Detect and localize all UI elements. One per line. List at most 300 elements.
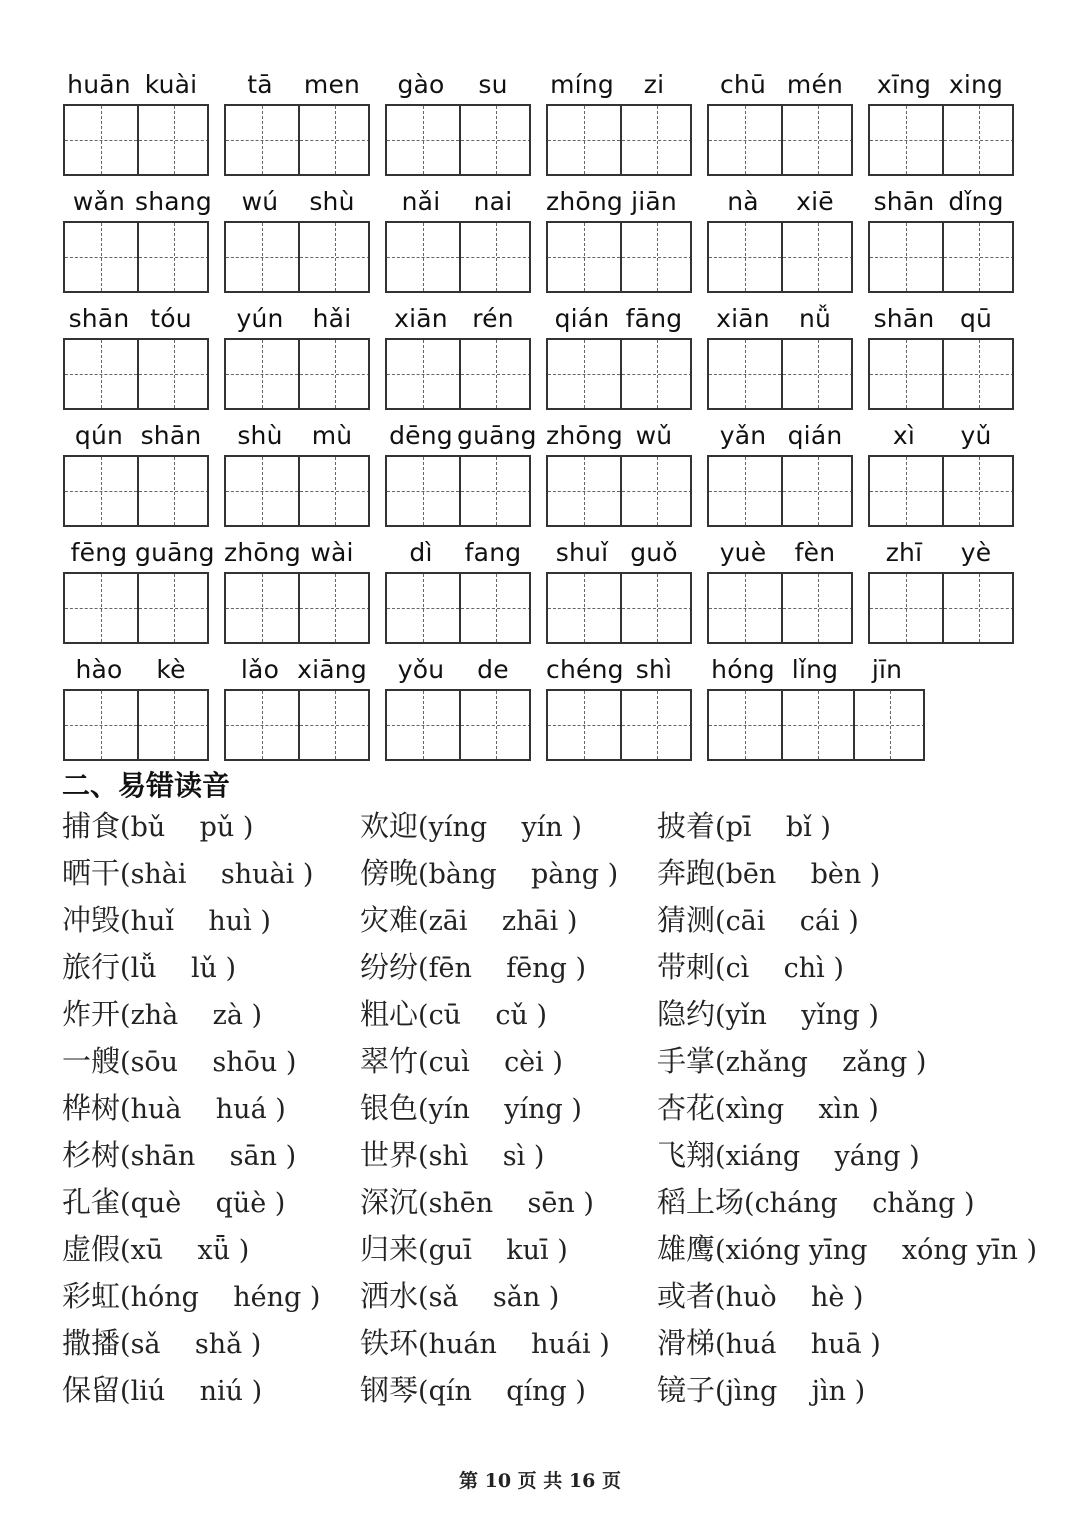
quiz-item: 虚假(xū xǖ ): [62, 1232, 250, 1266]
writing-square: [459, 106, 531, 174]
option-a[interactable]: pī: [725, 812, 752, 843]
writing-box[interactable]: [385, 221, 531, 293]
writing-box[interactable]: [63, 689, 209, 761]
guide-line-horizontal: [461, 257, 531, 258]
pinyin-syllable: shù: [237, 421, 283, 450]
pinyin-syllable: kuài: [144, 70, 198, 99]
pinyin-syllable: de: [477, 655, 509, 684]
pinyin-syllable: yún: [236, 304, 284, 333]
option-a[interactable]: shān: [130, 1141, 196, 1172]
writing-square: [942, 340, 1014, 408]
pinyin-syllable: nà: [727, 187, 759, 216]
quiz-item: 捕食(bǔ pǔ ): [62, 809, 254, 843]
pinyin-syllable: hǎi: [312, 304, 352, 333]
option-a[interactable]: shì: [428, 1141, 469, 1172]
writing-square: [620, 106, 692, 174]
guide-line-horizontal: [65, 491, 137, 492]
option-b[interactable]: shuài: [220, 859, 295, 890]
pinyin-syllable: hóng: [711, 655, 775, 684]
option-b[interactable]: shōu: [212, 1047, 278, 1078]
option-b[interactable]: chǎng: [872, 1188, 956, 1219]
option-a[interactable]: xióng yīng: [725, 1235, 868, 1266]
option-a[interactable]: sōu: [130, 1047, 179, 1078]
pinyin-syllable: shù: [309, 187, 355, 216]
quiz-word: 稻上场: [657, 1185, 745, 1219]
guide-line-horizontal: [139, 374, 209, 375]
writing-box[interactable]: [546, 689, 692, 761]
guide-line-horizontal: [855, 725, 925, 726]
quiz-word: 手掌: [657, 1044, 716, 1078]
writing-square: [137, 691, 209, 759]
option-b[interactable]: sǎn: [492, 1282, 541, 1313]
option-a[interactable]: xìng: [725, 1094, 785, 1125]
writing-square: [459, 574, 531, 642]
quiz-word: 冲毁: [62, 903, 121, 937]
option-a[interactable]: qín: [428, 1376, 472, 1407]
writing-box[interactable]: [868, 221, 1014, 293]
pinyin-syllable: lǐng: [791, 655, 839, 684]
option-b[interactable]: zà: [212, 1000, 243, 1031]
pinyin-syllable: shān: [873, 304, 935, 333]
quiz-item: 晒干(shài shuài ): [62, 856, 314, 890]
quiz-item: 钢琴(qín qíng ): [360, 1373, 586, 1407]
writing-box[interactable]: [546, 572, 692, 644]
guide-line-horizontal: [300, 491, 370, 492]
option-a[interactable]: huán: [428, 1329, 497, 1360]
quiz-item: 银色(yín yíng ): [360, 1091, 582, 1125]
option-b[interactable]: jìn: [811, 1376, 846, 1407]
quiz-word: 炸开: [62, 997, 121, 1031]
guide-line-horizontal: [387, 725, 459, 726]
guide-line-horizontal: [944, 257, 1014, 258]
option-b[interactable]: yín: [521, 812, 563, 843]
writing-square: [298, 340, 370, 408]
writing-box[interactable]: [63, 104, 209, 176]
writing-box[interactable]: [63, 572, 209, 644]
quiz-word: 彩虹: [62, 1279, 121, 1313]
option-b[interactable]: huá: [215, 1094, 267, 1125]
writing-square: [781, 106, 853, 174]
pinyin-syllable: tā: [247, 70, 273, 99]
guide-line-horizontal: [65, 608, 137, 609]
option-b[interactable]: héng: [233, 1282, 302, 1313]
writing-box[interactable]: [63, 221, 209, 293]
option-a[interactable]: bǔ: [130, 812, 166, 843]
pinyin-syllable: xiān: [394, 304, 448, 333]
option-b[interactable]: fēng: [506, 953, 567, 984]
writing-square: [870, 574, 942, 642]
quiz-word: 捕食: [62, 809, 121, 843]
quiz-item: 杏花(xìng xìn ): [657, 1091, 879, 1125]
pinyin-syllable: nǚ: [798, 304, 832, 333]
writing-square: [65, 691, 137, 759]
quiz-word: 撒播: [62, 1326, 121, 1360]
pinyin-syllable: dǐng: [948, 187, 1004, 216]
guide-line-horizontal: [300, 725, 370, 726]
guide-line-horizontal: [139, 257, 209, 258]
option-b[interactable]: qíng: [506, 1376, 567, 1407]
quiz-item: 披着(pī bǐ ): [657, 809, 831, 843]
option-b[interactable]: lǔ: [190, 953, 217, 984]
pinyin-syllable: nai: [473, 187, 513, 216]
option-b[interactable]: sēn: [527, 1188, 575, 1219]
writing-square: [781, 574, 853, 642]
writing-square: [548, 691, 620, 759]
guide-line-horizontal: [387, 140, 459, 141]
writing-box[interactable]: [868, 104, 1014, 176]
writing-square: [226, 691, 298, 759]
writing-box[interactable]: [385, 104, 531, 176]
writing-box[interactable]: [385, 455, 531, 527]
pinyin-syllable: xīng: [876, 70, 932, 99]
option-b[interactable]: zhāi: [501, 906, 559, 937]
option-a[interactable]: sǎ: [130, 1329, 161, 1360]
pinyin-syllable: men: [303, 70, 361, 99]
option-b[interactable]: shǎ: [194, 1329, 243, 1360]
quiz-item: 深沉(shēn sēn ): [360, 1185, 594, 1219]
quiz-item: 飞翔(xiáng yáng ): [657, 1138, 920, 1172]
writing-square: [620, 340, 692, 408]
quiz-item: 铁环(huán huái ): [360, 1326, 610, 1360]
option-a[interactable]: xū: [130, 1235, 164, 1266]
option-b[interactable]: cái: [799, 906, 840, 937]
quiz-item: 欢迎(yíng yín ): [360, 809, 582, 843]
option-b[interactable]: yáng: [834, 1141, 901, 1172]
pinyin-syllable: jīn: [871, 655, 903, 684]
writing-square: [65, 574, 137, 642]
pinyin-syllable: fang: [464, 538, 522, 567]
writing-box[interactable]: [385, 572, 531, 644]
writing-square: [387, 691, 459, 759]
option-a[interactable]: què: [130, 1188, 182, 1219]
guide-line-horizontal: [709, 374, 781, 375]
writing-box[interactable]: [224, 104, 370, 176]
writing-box[interactable]: [224, 572, 370, 644]
option-b[interactable]: xóng yīn: [901, 1235, 1018, 1266]
writing-square: [709, 574, 781, 642]
option-a[interactable]: jìng: [725, 1376, 778, 1407]
quiz-word: 奔跑: [657, 856, 716, 890]
option-a[interactable]: cháng: [754, 1188, 838, 1219]
quiz-item: 纷纷(fēn fēng ): [360, 950, 587, 984]
guide-line-horizontal: [300, 374, 370, 375]
guide-line-horizontal: [783, 374, 853, 375]
writing-square: [942, 457, 1014, 525]
option-b[interactable]: bǐ: [785, 812, 812, 843]
quiz-item: 隐约(yǐn yǐng ): [657, 997, 879, 1031]
writing-box[interactable]: [707, 338, 853, 410]
option-b[interactable]: yíng: [504, 1094, 563, 1125]
option-a[interactable]: yíng: [428, 812, 488, 843]
quiz-item: 彩虹(hóng héng ): [62, 1279, 321, 1313]
guide-line-horizontal: [622, 608, 692, 609]
option-b[interactable]: chì: [783, 953, 825, 984]
option-a[interactable]: bēn: [725, 859, 777, 890]
guide-line-horizontal: [709, 257, 781, 258]
writing-square: [620, 457, 692, 525]
quiz-item: 稻上场(cháng chǎng ): [657, 1185, 975, 1219]
writing-box[interactable]: [224, 338, 370, 410]
option-b[interactable]: niú: [199, 1376, 243, 1407]
option-a[interactable]: xiáng: [725, 1141, 801, 1172]
writing-square: [942, 223, 1014, 291]
guide-line-horizontal: [226, 374, 298, 375]
pinyin-syllable: qián: [787, 421, 843, 450]
pinyin-syllable: shuǐ: [555, 538, 609, 567]
writing-square: [226, 340, 298, 408]
guide-line-horizontal: [139, 491, 209, 492]
pinyin-syllable: fāng: [625, 304, 683, 333]
guide-line-horizontal: [870, 491, 942, 492]
quiz-word: 猜测: [657, 903, 716, 937]
option-b[interactable]: pǔ: [199, 812, 235, 843]
pinyin-syllable: zhōng: [546, 187, 623, 216]
guide-line-horizontal: [709, 491, 781, 492]
writing-square: [226, 223, 298, 291]
option-a[interactable]: cū: [428, 1000, 462, 1031]
guide-line-horizontal: [300, 608, 370, 609]
quiz-word: 钢琴: [360, 1373, 419, 1407]
writing-square: [387, 574, 459, 642]
option-a[interactable]: hóng: [130, 1282, 199, 1313]
pinyin-syllable: wú: [241, 187, 279, 216]
pinyin-syllable: xiē: [796, 187, 834, 216]
pinyin-syllable: xing: [948, 70, 1004, 99]
writing-box[interactable]: [707, 689, 925, 761]
option-b[interactable]: huái: [531, 1329, 591, 1360]
guide-line-horizontal: [548, 608, 620, 609]
guide-line-horizontal: [944, 140, 1014, 141]
writing-box[interactable]: [707, 221, 853, 293]
pinyin-syllable: shān: [873, 187, 935, 216]
pinyin-syllable: qián: [554, 304, 610, 333]
quiz-word: 世界: [360, 1138, 419, 1172]
guide-line-horizontal: [709, 608, 781, 609]
pinyin-syllable: gào: [397, 70, 445, 99]
guide-line-horizontal: [139, 608, 209, 609]
option-b[interactable]: pàng: [530, 859, 600, 890]
quiz-word: 铁环: [360, 1326, 419, 1360]
option-b[interactable]: hè: [810, 1282, 845, 1313]
pinyin-syllable: hào: [75, 655, 123, 684]
quiz-item: 撒播(sǎ shǎ ): [62, 1326, 262, 1360]
option-b[interactable]: zǎng: [842, 1047, 908, 1078]
pinyin-syllable: qū: [959, 304, 993, 333]
quiz-item: 手掌(zhǎng zǎng ): [657, 1044, 927, 1078]
option-a[interactable]: bàng: [428, 859, 497, 890]
option-b[interactable]: qüè: [215, 1188, 267, 1219]
guide-line-horizontal: [226, 140, 298, 141]
quiz-item: 或者(huò hè ): [657, 1279, 864, 1313]
quiz-word: 保留: [62, 1373, 121, 1407]
writing-box[interactable]: [546, 221, 692, 293]
guide-line-horizontal: [461, 725, 531, 726]
quiz-word: 深沉: [360, 1185, 419, 1219]
pinyin-syllable: fēng: [70, 538, 128, 567]
option-b[interactable]: sān: [229, 1141, 277, 1172]
quiz-word: 归来: [360, 1232, 419, 1266]
pinyin-syllable: dì: [409, 538, 433, 567]
writing-box[interactable]: [224, 221, 370, 293]
option-a[interactable]: shài: [130, 859, 187, 890]
quiz-item: 雄鹰(xióng yīng xóng yīn ): [657, 1232, 1037, 1266]
guide-line-horizontal: [300, 140, 370, 141]
quiz-word: 滑梯: [657, 1326, 716, 1360]
pinyin-syllable: xiāng: [297, 655, 367, 684]
writing-box[interactable]: [546, 455, 692, 527]
option-b[interactable]: xìn: [818, 1094, 860, 1125]
option-b[interactable]: xǖ: [197, 1235, 231, 1266]
pinyin-syllable: tóu: [150, 304, 192, 333]
writing-square: [137, 457, 209, 525]
option-a[interactable]: shēn: [428, 1188, 494, 1219]
guide-line-horizontal: [709, 140, 781, 141]
writing-box[interactable]: [707, 104, 853, 176]
guide-line-horizontal: [65, 374, 137, 375]
option-a[interactable]: cuì: [428, 1047, 470, 1078]
guide-line-horizontal: [783, 608, 853, 609]
pinyin-syllable: zhī: [885, 538, 923, 567]
writing-square: [781, 340, 853, 408]
option-a[interactable]: huá: [725, 1329, 777, 1360]
guide-line-horizontal: [226, 725, 298, 726]
guide-line-horizontal: [548, 140, 620, 141]
writing-square: [65, 340, 137, 408]
quiz-word: 银色: [360, 1091, 419, 1125]
option-a[interactable]: cāi: [725, 906, 766, 937]
writing-square: [853, 691, 925, 759]
pinyin-syllable: nǎi: [401, 187, 441, 216]
option-a[interactable]: zhà: [130, 1000, 179, 1031]
quiz-word: 灾难: [360, 903, 419, 937]
option-a[interactable]: cì: [725, 953, 750, 984]
guide-line-horizontal: [783, 257, 853, 258]
writing-box[interactable]: [546, 104, 692, 176]
writing-box[interactable]: [385, 689, 531, 761]
option-b[interactable]: sì: [502, 1141, 526, 1172]
guide-line-horizontal: [622, 140, 692, 141]
pinyin-syllable: yè: [960, 538, 992, 567]
option-b[interactable]: huì: [208, 906, 252, 937]
writing-square: [298, 223, 370, 291]
writing-box[interactable]: [707, 455, 853, 527]
quiz-word: 镜子: [657, 1373, 716, 1407]
option-b[interactable]: huā: [810, 1329, 862, 1360]
option-b[interactable]: kuī: [506, 1235, 549, 1266]
guide-line-horizontal: [226, 491, 298, 492]
option-a[interactable]: yǐn: [725, 1000, 767, 1031]
writing-square: [459, 457, 531, 525]
pinyin-syllable: wài: [310, 538, 354, 567]
section-title: 二、易错读音: [62, 769, 231, 802]
option-b[interactable]: yǐng: [801, 1000, 860, 1031]
writing-box[interactable]: [546, 338, 692, 410]
writing-square: [298, 106, 370, 174]
writing-square: [137, 106, 209, 174]
quiz-word: 旅行: [62, 950, 121, 984]
quiz-word: 杏花: [657, 1091, 716, 1125]
pinyin-syllable: chū: [719, 70, 767, 99]
option-a[interactable]: guī: [428, 1235, 472, 1266]
writing-square: [781, 223, 853, 291]
writing-box[interactable]: [224, 455, 370, 527]
option-b[interactable]: cǔ: [495, 1000, 528, 1031]
writing-square: [137, 223, 209, 291]
option-a[interactable]: fēn: [428, 953, 472, 984]
quiz-item: 一艘(sōu shōu ): [62, 1044, 297, 1078]
writing-square: [137, 574, 209, 642]
option-b[interactable]: bèn: [810, 859, 862, 890]
writing-square: [137, 340, 209, 408]
guide-line-horizontal: [387, 608, 459, 609]
option-a[interactable]: yín: [428, 1094, 470, 1125]
option-a[interactable]: liú: [130, 1376, 166, 1407]
guide-line-horizontal: [944, 491, 1014, 492]
option-a[interactable]: huò: [725, 1282, 777, 1313]
quiz-word: 虚假: [62, 1232, 121, 1266]
pinyin-syllable: shang: [135, 187, 212, 216]
writing-square: [781, 691, 853, 759]
pinyin-syllable: mù: [311, 421, 353, 450]
writing-box[interactable]: [868, 338, 1014, 410]
option-a[interactable]: zhǎng: [725, 1047, 808, 1078]
quiz-item: 带刺(cì chì ): [657, 950, 844, 984]
option-a[interactable]: zāi: [428, 906, 468, 937]
writing-box[interactable]: [63, 338, 209, 410]
guide-line-horizontal: [226, 608, 298, 609]
pinyin-syllable: chéng: [546, 655, 624, 684]
option-a[interactable]: lǚ: [130, 953, 157, 984]
quiz-item: 旅行(lǚ lǔ ): [62, 950, 237, 984]
guide-line-horizontal: [783, 140, 853, 141]
guide-line-horizontal: [870, 257, 942, 258]
pinyin-syllable: mén: [786, 70, 844, 99]
writing-square: [226, 574, 298, 642]
option-a[interactable]: huà: [130, 1094, 182, 1125]
writing-square: [942, 106, 1014, 174]
quiz-word: 带刺: [657, 950, 716, 984]
option-a[interactable]: sǎ: [428, 1282, 459, 1313]
pinyin-syllable: yǔ: [960, 421, 992, 450]
pinyin-syllable: huān: [67, 70, 131, 99]
pinyin-syllable: zhōng: [546, 421, 623, 450]
quiz-item: 翠竹(cuì cèi ): [360, 1044, 563, 1078]
writing-box[interactable]: [868, 455, 1014, 527]
pinyin-syllable: yǎn: [719, 421, 767, 450]
option-b[interactable]: cèi: [504, 1047, 544, 1078]
option-a[interactable]: huǐ: [130, 906, 174, 937]
guide-line-horizontal: [622, 491, 692, 492]
quiz-item: 奔跑(bēn bèn ): [657, 856, 881, 890]
writing-box[interactable]: [63, 455, 209, 527]
pinyin-syllable: xì: [892, 421, 916, 450]
guide-line-horizontal: [622, 374, 692, 375]
quiz-item: 冲毁(huǐ huì ): [62, 903, 271, 937]
pinyin-syllable: kè: [156, 655, 186, 684]
writing-box[interactable]: [868, 572, 1014, 644]
writing-box[interactable]: [224, 689, 370, 761]
quiz-word: 隐约: [657, 997, 716, 1031]
guide-line-horizontal: [461, 491, 531, 492]
pinyin-syllable: lǎo: [240, 655, 280, 684]
writing-box[interactable]: [707, 572, 853, 644]
quiz-word: 欢迎: [360, 809, 419, 843]
writing-square: [870, 106, 942, 174]
quiz-word: 洒水: [360, 1279, 419, 1313]
guide-line-horizontal: [461, 374, 531, 375]
quiz-item: 归来(guī kuī ): [360, 1232, 568, 1266]
writing-box[interactable]: [385, 338, 531, 410]
